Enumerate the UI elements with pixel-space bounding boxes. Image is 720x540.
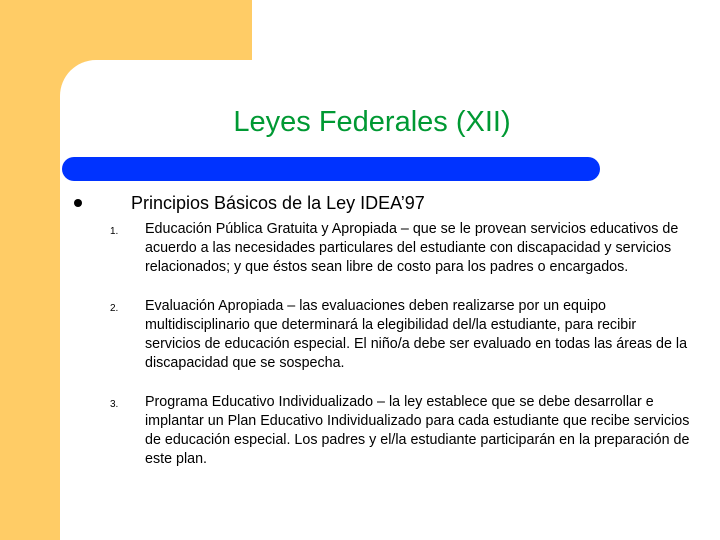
slide-title: Leyes Federales (XII) (233, 106, 511, 138)
numbered-list (110, 220, 690, 489)
list-item (110, 297, 690, 373)
list-item (110, 393, 690, 469)
list-item-number: 2. (110, 303, 119, 314)
main-bullet-text: Principios Básicos de la Ley IDEA’97 (131, 193, 425, 213)
bullet-dot-icon (74, 199, 82, 207)
list-item-text: Programa Educativo Individualizado – la ley establece que se debe desarrollar e implantar un Plan Educativo Individualizado para cada estudiante que recibe servicios de educación especial. Los padres y el/la estudiante participarán en la preparación de este plan. (145, 394, 690, 467)
list-item-number: 1. (110, 226, 119, 237)
title-rule (62, 157, 600, 181)
list-item-text: Educación Pública Gratuita y Apropiada – que se le provean servicios educativos de acuerdo a las necesidades particulares del estudiante con discapacidad y servicios relacionados; y que éstos sean libre de costo para los padres o encargados. (145, 221, 679, 275)
list-item (110, 220, 690, 277)
list-item-text: Evaluación Apropiada – las evaluaciones deben realizarse por un equipo multidisciplinario que determinará la elegibilidad del/la estudiante, para recibir servicios de educación especial. El niño/a debe ser evaluado en todas las áreas de la discapacidad que se sospecha. (145, 298, 688, 371)
list-item-number: 3. (110, 399, 119, 410)
